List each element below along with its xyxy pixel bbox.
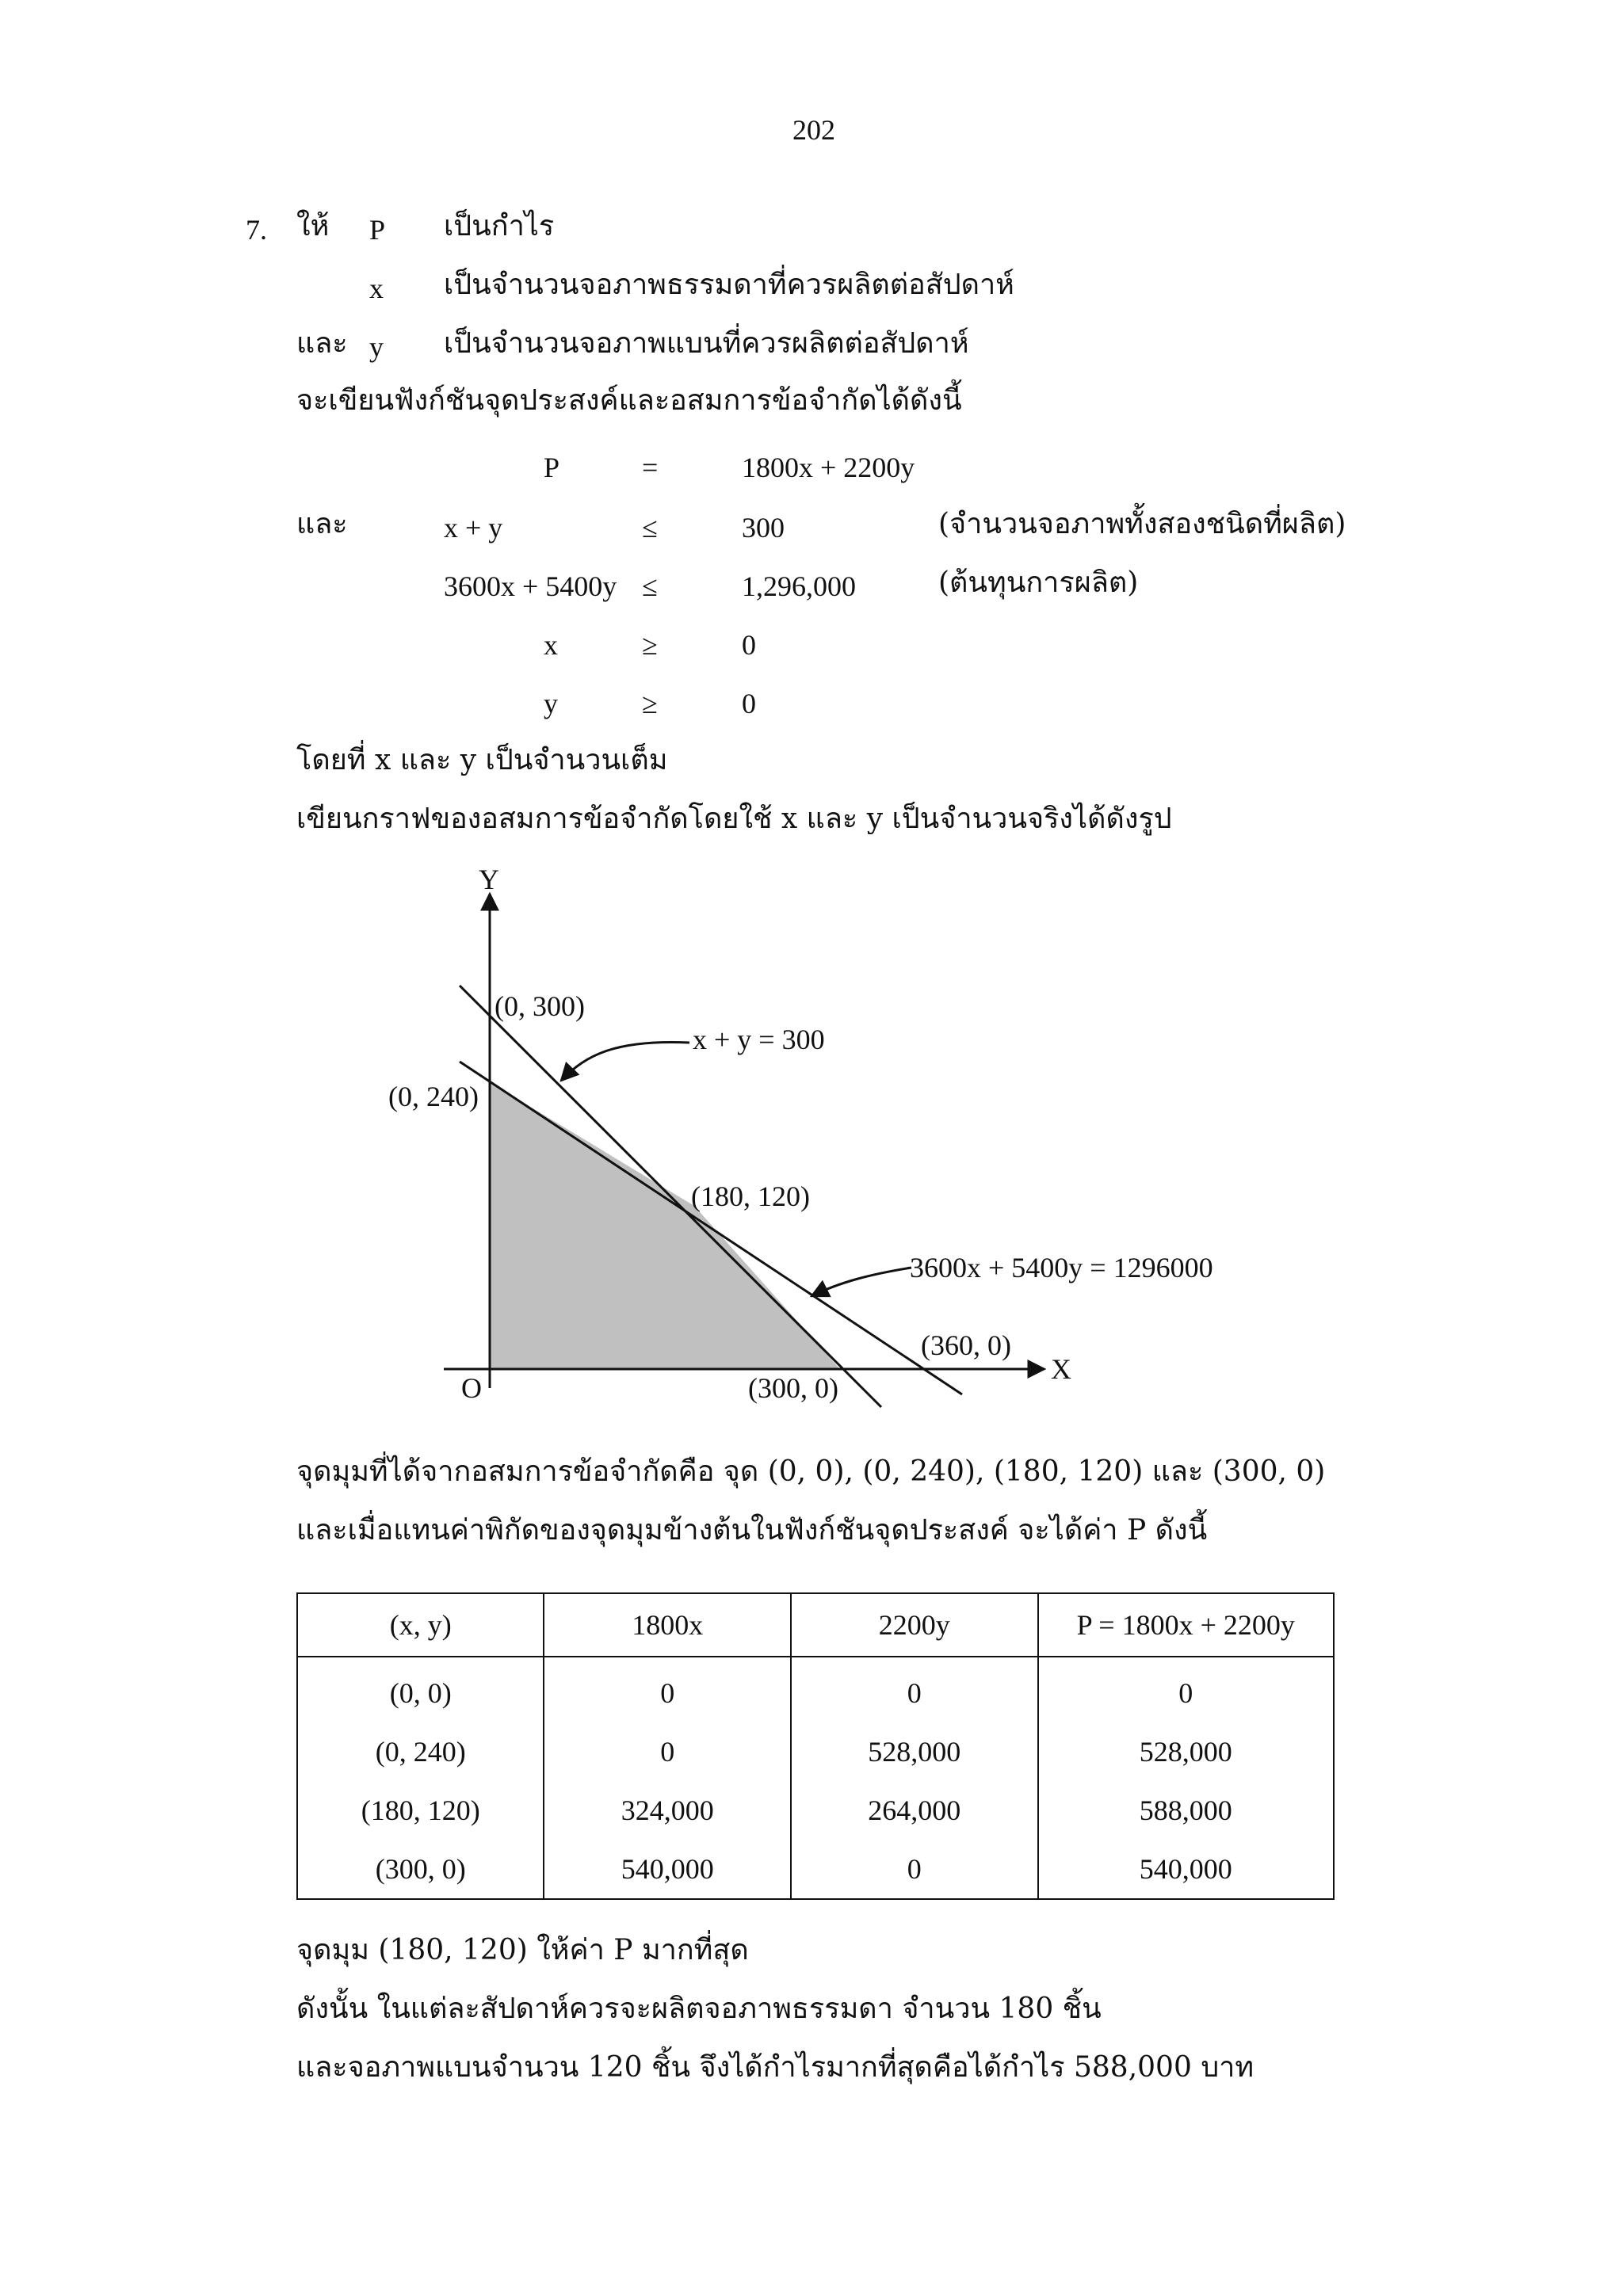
variable-x-description: เป็นจำนวนจอภาพธรรมดาที่ควรผลิตต่อสัปดาห์: [444, 269, 1014, 301]
constraint-lhs: x + y: [444, 512, 503, 543]
callout-arrow-line2: [812, 1268, 911, 1296]
origin-label: O: [461, 1372, 482, 1404]
constraint-note: (จำนวนจอภาพทั้งสองชนิดที่ผลิต): [938, 508, 1346, 540]
callout-arrow-line1: [561, 1042, 689, 1081]
point-label-300-0: (300, 0): [748, 1372, 838, 1404]
variable-p: P: [369, 214, 386, 246]
table-cell: 528,000: [791, 1722, 1038, 1781]
page-number: 202: [792, 114, 835, 146]
table-cell: (300, 0): [297, 1840, 544, 1899]
objective-lhs: P: [544, 452, 560, 483]
constraint-prefix: และ: [296, 508, 348, 540]
problem-number: 7.: [246, 214, 267, 246]
variable-p-description: เป็นกำไร: [444, 210, 555, 242]
substitution-text: และเมื่อแทนค่าพิกัดของจุดมุมข้างต้นในฟังก์ชันจุดประสงค์ จะได้ค่า P ดังนี้: [296, 1514, 1208, 1547]
table-cell: 528,000: [1038, 1722, 1334, 1781]
variable-y: y: [369, 331, 384, 363]
table-row: [297, 1781, 1334, 1840]
table-cell: 540,000: [1038, 1840, 1334, 1899]
table-header: P = 1800x + 2200y: [1038, 1593, 1334, 1657]
point-label-360-0: (360, 0): [921, 1329, 1011, 1361]
point-label-0-300: (0, 300): [495, 990, 585, 1022]
table-cell: 588,000: [1038, 1781, 1334, 1840]
conclusion-line: และจอภาพแบนจำนวน 120 ชิ้น จึงได้กำไรมากที่สุดคือได้กำไร 588,000 บาท: [296, 2051, 1254, 2084]
constraint-op: ≥: [642, 629, 658, 661]
constraint-rhs: 0: [742, 629, 756, 661]
table-header: (x, y): [297, 1593, 544, 1657]
conclusion-line: ดังนั้น ในแต่ละสัปดาห์ควรจะผลิตจอภาพธรรมดา จำนวน 180 ชิ้น: [296, 1993, 1102, 2025]
table-header: 2200y: [791, 1593, 1038, 1657]
table-cell: (0, 0): [297, 1657, 544, 1722]
constraint-rhs: 0: [742, 688, 756, 719]
table-cell: 540,000: [544, 1840, 791, 1899]
constraint-lhs: x: [544, 629, 558, 661]
constraint-lhs: y: [544, 688, 558, 719]
table-row: [297, 1657, 1334, 1722]
graph-intro: เขียนกราฟของอสมการข้อจำกัดโดยใช้ x และ y เป็นจำนวนจริงได้ดังรูป: [296, 803, 1172, 835]
axis-y-label: Y: [479, 864, 499, 895]
intro-text: จะเขียนฟังก์ชันจุดประสงค์และอสมการข้อจำกัดได้ดังนี้: [296, 384, 962, 417]
point-label-0-240: (0, 240): [388, 1081, 479, 1112]
and-word: และ: [296, 327, 348, 360]
objective-rhs: 1800x + 2200y: [742, 452, 915, 483]
table-cell: 0: [791, 1657, 1038, 1722]
axis-x-label: X: [1051, 1353, 1071, 1385]
line2-label: 3600x + 5400y = 1296000: [910, 1252, 1213, 1283]
point-label-180-120: (180, 120): [691, 1180, 810, 1212]
variable-y-description: เป็นจำนวนจอภาพแบนที่ควรผลิตต่อสัปดาห์: [444, 327, 969, 360]
constraint-rhs: 1,296,000: [742, 570, 856, 602]
table-cell: (180, 120): [297, 1781, 544, 1840]
table-cell: (0, 240): [297, 1722, 544, 1781]
table-row: [297, 1722, 1334, 1781]
constraint-lhs: 3600x + 5400y: [444, 570, 617, 602]
table-cell: 324,000: [544, 1781, 791, 1840]
table-cell: 0: [1038, 1657, 1334, 1722]
table-cell: 0: [544, 1722, 791, 1781]
variable-x: x: [369, 273, 384, 304]
feasible-region: [490, 1082, 840, 1369]
line1-label: x + y = 300: [693, 1024, 825, 1055]
objective-value-table: [296, 1592, 1335, 1900]
table-cell: 0: [791, 1840, 1038, 1899]
table-cell: 0: [544, 1657, 791, 1722]
conclusion-line: จุดมุม (180, 120) ให้ค่า P มากที่สุด: [296, 1934, 749, 1966]
table-header-row: [297, 1593, 1334, 1657]
constraint-op: ≤: [642, 570, 658, 602]
constraint-op: ≥: [642, 688, 658, 719]
let-word: ให้: [296, 210, 330, 242]
constraint-op: ≤: [642, 512, 658, 543]
table-row: [297, 1840, 1334, 1899]
corner-points-text: จุดมุมที่ได้จากอสมการข้อจำกัดคือ จุด (0, 0), (0, 240), (180, 120) และ (300, 0): [296, 1455, 1326, 1488]
table-cell: 264,000: [791, 1781, 1038, 1840]
integer-note: โดยที่ x และ y เป็นจำนวนเต็ม: [296, 744, 668, 776]
constraint-rhs: 300: [742, 512, 785, 543]
objective-op: =: [642, 452, 659, 483]
constraint-note: (ต้นทุนการผลิต): [938, 566, 1139, 599]
table-header: 1800x: [544, 1593, 791, 1657]
